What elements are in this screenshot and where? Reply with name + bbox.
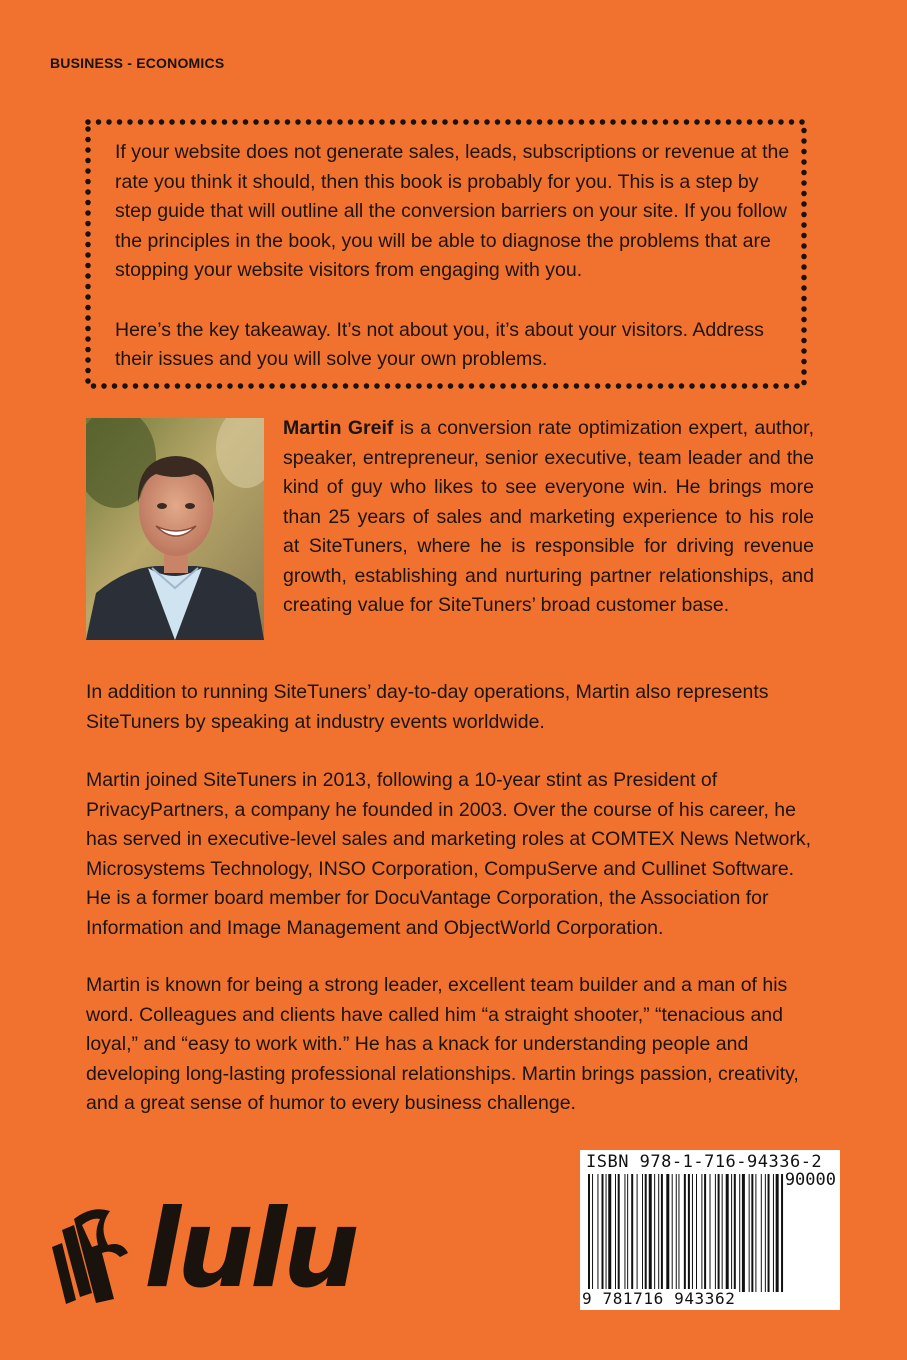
barcode-bars <box>586 1174 834 1292</box>
barcode-bar <box>715 1174 716 1292</box>
author-bio-intro-text: is a conversion rate optimization expert, author, speaker, entrepreneur, senior executive, team leader and the kind of guy who likes to see everyone win. He brings more than 25 years of sales and marketing experience to his role at SiteTuners, where he is responsible for driving revenue growth, establishing and nurturing partner relationships, and creating value for SiteTuners’ broad customer base. <box>283 417 814 616</box>
author-bio-paragraph-2: In addition to running SiteTuners’ day-to-day operations, Martin also represents SiteTuners by speaking at industry events worldwide. <box>86 681 769 733</box>
barcode-bar <box>701 1174 702 1292</box>
author-bio-intro <box>283 414 814 621</box>
barcode-bar <box>765 1174 766 1292</box>
barcode-bar <box>739 1174 740 1292</box>
author-photo <box>86 418 264 640</box>
barcode-bar <box>710 1174 711 1292</box>
author-name: Martin Greif <box>283 417 394 439</box>
barcode-bar <box>742 1174 745 1292</box>
book-icon <box>52 1205 142 1310</box>
barcode-bar <box>768 1174 770 1292</box>
barcode-bar <box>761 1174 762 1292</box>
ean-digits: 9 781716 943362 <box>582 1289 736 1308</box>
barcode-bar <box>618 1174 620 1292</box>
barcode-bar <box>776 1174 779 1292</box>
barcode-bar <box>773 1174 774 1292</box>
barcode-bar <box>696 1174 697 1292</box>
barcode-bar <box>688 1174 690 1292</box>
barcode-bar <box>678 1174 679 1292</box>
barcode-bar <box>627 1174 628 1292</box>
barcode-bar <box>781 1174 783 1292</box>
barcode-bar <box>692 1174 693 1292</box>
author-bio-paragraph-3: Martin joined SiteTuners in 2013, following a 10-year stint as President of PrivacyPartners, a company he founded in 2003. Over the course of his career, he has served in executive-level sales and marketing roles at COMTEX News Network, Microsystems Technology, INSO Corporation, CompuServe and Cullinet Software. He is a former board member for DocuVantage Corporation, the Association for Information and Image Management and ObjectWorld Corporation. <box>86 769 812 939</box>
barcode-bar <box>755 1174 756 1292</box>
blurb-text <box>115 138 795 405</box>
barcode-bar <box>751 1174 753 1292</box>
price-code: 90000 <box>784 1170 836 1190</box>
barcode-bar <box>649 1174 652 1292</box>
barcode-bar <box>684 1174 686 1292</box>
barcode-bar <box>592 1174 593 1292</box>
barcode-bar <box>658 1174 659 1292</box>
barcode-bar <box>726 1174 729 1292</box>
author-bio-paragraph-4: Martin is known for being a strong leader, excellent team builder and a man of his word. Colleagues and clients have called him “a straight shooter,” “tenacious and loyal,” and “easy to work with.” He has a knack for understanding people and developing long-lasting professional relationships. Martin brings passion, creativity, and a great sense of humor to every business challenge. <box>86 974 799 1114</box>
barcode-bar <box>676 1174 677 1292</box>
barcode-bar <box>666 1174 669 1292</box>
barcode-bar <box>704 1174 706 1292</box>
blurb-box <box>84 118 808 390</box>
barcode-bar <box>602 1174 604 1292</box>
barcode-bar <box>718 1174 720 1292</box>
barcode-bar <box>645 1174 647 1292</box>
barcode-bar <box>734 1174 736 1292</box>
publisher-logo-text: lulu <box>144 1187 356 1312</box>
barcode-bar <box>642 1174 643 1292</box>
barcode-bar <box>637 1174 638 1292</box>
isbn-number: ISBN 978-1-716-94336-2 <box>586 1152 823 1172</box>
barcode-bar <box>654 1174 655 1292</box>
barcode-bar <box>624 1174 625 1292</box>
category-label: BUSINESS - ECONOMICS <box>50 55 225 71</box>
publisher-logo <box>52 1187 356 1312</box>
barcode-bar <box>749 1174 750 1292</box>
barcode-bar <box>661 1174 663 1292</box>
isbn-barcode <box>580 1150 840 1310</box>
barcode-bar <box>631 1174 633 1292</box>
barcode-bar <box>672 1174 673 1292</box>
barcode-bar <box>597 1174 598 1292</box>
barcode-bar <box>608 1174 611 1292</box>
barcode-bar <box>588 1174 590 1292</box>
barcode-bar <box>606 1174 607 1292</box>
barcode-bar <box>731 1174 732 1292</box>
barcode-bar <box>615 1174 616 1292</box>
blurb-paragraph-2: Here’s the key takeaway. It’s not about you, it’s about your visitors. Address their issues and you will solve your own problems. <box>115 318 764 370</box>
barcode-bar <box>722 1174 723 1292</box>
blurb-paragraph-1: If your website does not generate sales, leads, subscriptions or revenue at the rate you think it should, then this book is probably for you. This is a step by step guide that will outline all the conversion barriers on your site. If you follow the principles in the book, you will be able to diagnose the problems that are stopping your website visitors from engaging with you. <box>115 141 790 281</box>
